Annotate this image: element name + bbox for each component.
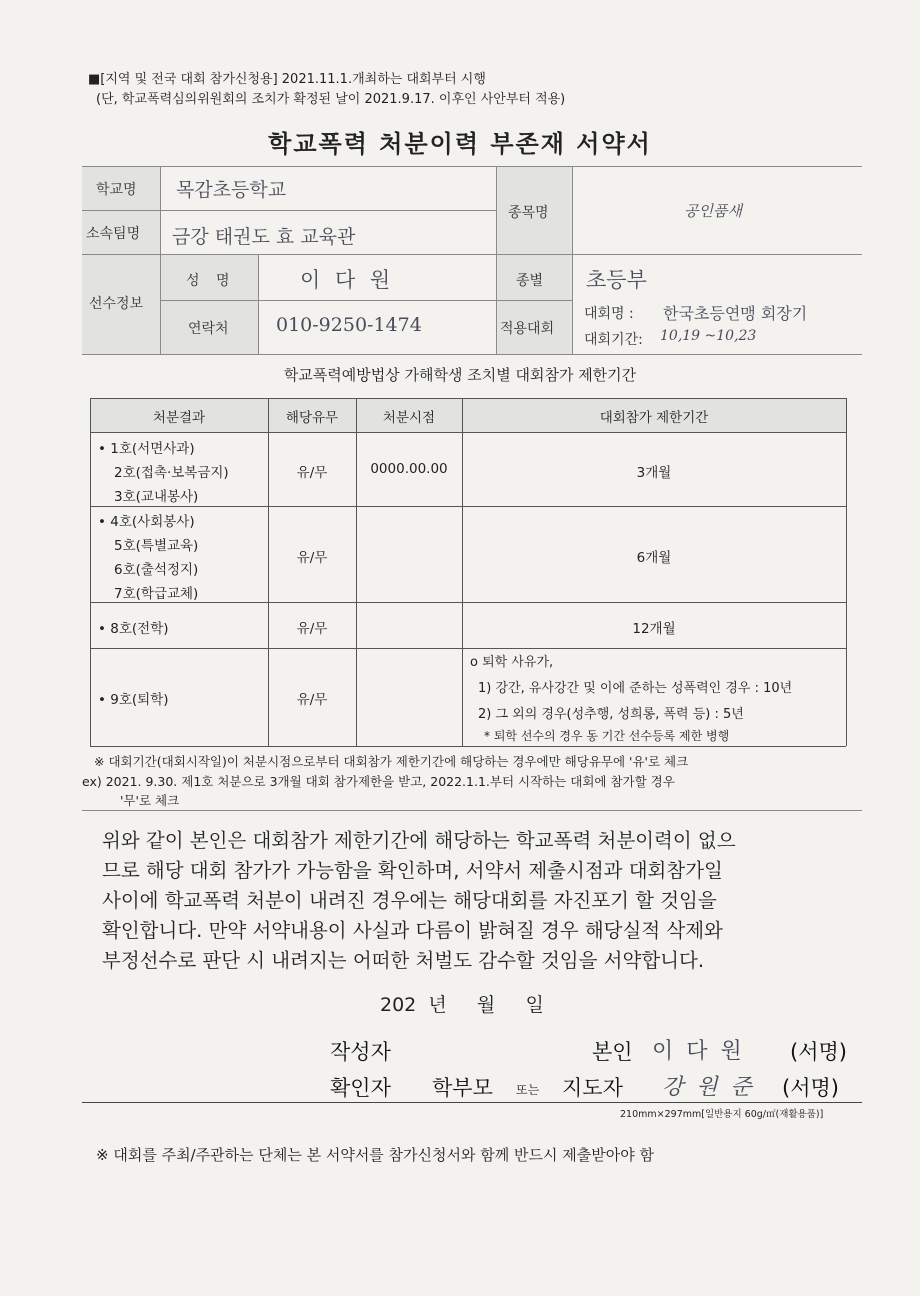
paper-spec: 210mm×297mm[일반용지 60g/㎡(재활용품)] [620, 1109, 824, 1120]
header-applicable: 해당유무 [285, 410, 339, 426]
row1-limit: 3개월 [636, 465, 672, 481]
coach-label: 지도자 [562, 1076, 623, 1100]
team-value: 금강 태권도 효 교육관 [172, 226, 356, 248]
note-condition: ※ 대회기간(대회시작일)이 처분시점으로부터 대회참가 제한기간에 해당하는 경우에만 해당유무에 '유'로 체크 [94, 754, 689, 769]
pledge-line: 위와 같이 본인은 대회참가 제한기간에 해당하는 학교폭력 처분이력이 없으 [102, 829, 736, 852]
row4-item-1: • 9호(퇴학) [98, 692, 169, 708]
self-seal-label: (서명) [790, 1040, 847, 1064]
row4-limit-line-2: 1) 강간, 유사강간 및 이에 준하는 성폭력인 경우 : 10년 [478, 681, 793, 696]
class-label: 종별 [516, 273, 544, 289]
name-value: 이 다 원 [300, 268, 395, 292]
row4-limit-line-3: 2) 그 외의 경우(성추행, 성희롱, 폭력 등) : 5년 [478, 707, 744, 722]
row2-item-2: 5호(특별교육) [114, 538, 199, 554]
competition-name-label: 대회명 : [584, 306, 634, 322]
row3-item-1: • 8호(전학) [98, 621, 169, 637]
notice-line-1: ■[지역 및 전국 대회 참가신청용] 2021.11.1.개최하는 대회부터 시행 [88, 72, 486, 87]
row1-item-2: 2호(접촉·보복금지) [114, 465, 229, 481]
event-value: 공인품새 [684, 202, 742, 220]
row4-applicable: 유/무 [296, 692, 328, 708]
self-signature: 이 다 원 [652, 1039, 745, 1064]
self-label: 본인 [592, 1040, 633, 1064]
row1-applicable: 유/무 [296, 465, 328, 481]
contact-value: 010-9250-1474 [276, 314, 422, 336]
applied-competition-label: 적용대회 [500, 321, 555, 337]
header-disposition: 처분결과 [152, 410, 206, 426]
writer-label: 작성자 [330, 1040, 391, 1064]
name-label: 성 명 [186, 273, 236, 289]
row1-item-3: 3호(교내봉사) [114, 489, 199, 505]
date-line: 202 년 월 일 [380, 994, 544, 1016]
footer-note: ※ 대회를 주최/주관하는 단체는 본 서약서를 참가신청서와 함께 반드시 제출받아야 함 [96, 1146, 654, 1164]
confirmer-label: 확인자 [330, 1076, 391, 1100]
contact-label: 연락처 [188, 321, 229, 337]
school-label: 학교명 [96, 182, 137, 198]
header-date: 처분시점 [382, 410, 436, 426]
or-label: 또는 [516, 1083, 540, 1097]
row2-limit: 6개월 [636, 550, 672, 566]
team-label: 소속팀명 [86, 226, 141, 242]
pledge-line: 므로 해당 대회 참가가 가능함을 확인하며, 서약서 제출시점과 대회참가일 [102, 859, 723, 882]
row3-limit: 12개월 [632, 621, 676, 637]
parent-label: 학부모 [432, 1076, 493, 1100]
row2-item-1: • 4호(사회봉사) [98, 514, 195, 530]
document-title: 학교폭력 처분이력 부존재 서약서 [268, 130, 652, 158]
school-value: 목감초등학교 [176, 179, 287, 201]
row2-item-4: 7호(학급교체) [114, 586, 199, 602]
note-example-line-1: ex) 2021. 9.30. 제1호 처분으로 3개월 대회 참가제한을 받고, 2022.1.1.부터 시작하는 대회에 참가할 경우 [82, 774, 675, 789]
competition-period-label: 대회기간: [584, 332, 643, 348]
row1-date: 0000.00.00 [370, 461, 448, 477]
player-info-label: 선수정보 [89, 296, 144, 312]
row4-limit-line-4: * 퇴학 선수의 경우 동 기간 선수등록 제한 병행 [484, 729, 730, 743]
coach-seal-label: (서명) [782, 1076, 839, 1100]
row1-item-1: • 1호(서면사과) [98, 441, 195, 457]
competition-period-value: 10,19 ~10,23 [660, 328, 757, 344]
pledge-paragraph [102, 826, 736, 976]
row2-applicable: 유/무 [296, 550, 328, 566]
note-example-line-2: '무'로 체크 [120, 793, 180, 808]
row2-item-3: 6호(출석정지) [114, 562, 199, 578]
notice-line-2: (단, 학교폭력심의위원회의 조치가 확정된 날이 2021.9.17. 이후인 사안부터 적용) [96, 92, 566, 107]
class-value: 초등부 [586, 268, 647, 292]
row4-limit-line-1: o 퇴학 사유가, [470, 655, 554, 670]
section-title: 학교폭력예방법상 가해학생 조치별 대회참가 제한기간 [283, 366, 637, 384]
header-limit: 대회참가 제한기간 [599, 410, 709, 426]
coach-signature: 강 원 준 [662, 1075, 755, 1100]
pledge-line: 확인합니다. 만약 서약내용이 사실과 다름이 밝혀질 경우 해당실적 삭제와 [102, 919, 723, 942]
row3-applicable: 유/무 [296, 621, 328, 637]
competition-name-value: 한국초등연맹 회장기 [663, 304, 808, 323]
pledge-line: 사이에 학교폭력 처분이 내려진 경우에는 해당대회를 자진포기 할 것임을 [102, 889, 717, 912]
pledge-line: 부정선수로 판단 시 내려지는 어떠한 처벌도 감수할 것임을 서약합니다. [102, 949, 705, 972]
event-label: 종목명 [508, 205, 549, 221]
